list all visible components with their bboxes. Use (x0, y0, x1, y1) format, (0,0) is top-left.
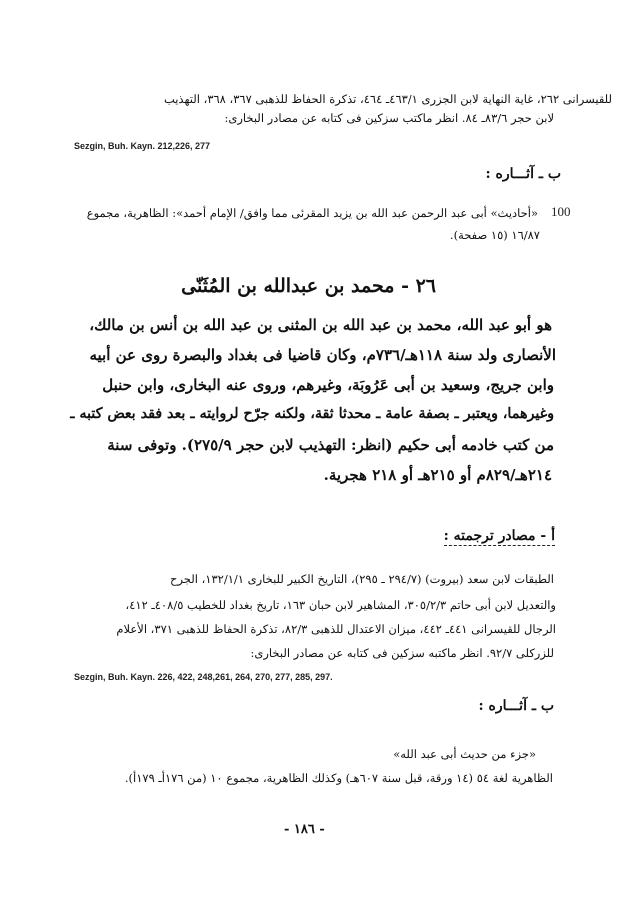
works-2-line-2: الظاهرية لغة ٥٤ (١٤ ورقة، قبل سنة ٦٠٧هـ) وكذلك الظاهرية، مجموع ١٠ (من ١٧٦أـ ١٧٩أ). (124, 771, 553, 785)
sezgin-reference-1: Sezgin, Buh. Kayn. 212,226, 277 (74, 141, 211, 151)
margin-number: 100 (551, 204, 571, 219)
bio-line-6: ٢١٤هـ/٨٢٩م أو ٢١٥هـ أو ٢١٨ هجرية. (323, 466, 552, 484)
bio-line-5: من كتب خادمه أبى حكيم (انظر: التهذيب لابن حجر ٢٧٥/٩). وتوفى سنة (107, 436, 554, 454)
bio-line-2: الأنصارى ولد سنة ١١٨هـ/٧٣٦م، وكان قاضيا فى بغداد والبصرة روى عن أبيه (89, 346, 556, 364)
sources-line-2: والتعديل لابن أبى حاتم ٣٠٥/٢/٣، المشاهير لابن حبان ١٦٣، تاريخ بغداد للخطيب ٤٠٨/٥ـ ٤١٢، (125, 598, 556, 612)
works-heading-2: ب ـ آثـــاره : (478, 698, 554, 714)
sezgin-reference-2: Sezgin, Buh. Kayn. 226, 422, 248,261, 264, 270, 277, 285, 297. (74, 672, 333, 682)
bio-line-3: وابن جريج، وسعيد بن أبى عَرُوبَة، وغيرهم، وروى عنه البخارى، وابن حنبل (102, 376, 554, 394)
top-line-1: للقيسرانى ٢٦٢، غاية النهاية لابن الجزرى ٤٦٣/١ـ ٤٦٤، تذكرة الحفاظ للذهبى ٣٦٧، ٣٦٨، التهذيب (163, 92, 612, 106)
sources-heading (444, 528, 555, 544)
sources-line-1: الطبقات لابن سعد (بيروت) (٢٩٤/٧ ـ ٢٩٥)، التاريخ الكبير للبخارى ١٣٢/١/١، الجرح (170, 572, 554, 586)
sources-heading-text: أ - مصادر ترجمته : (443, 528, 555, 544)
bio-line-4: وغيرهما، ويعتبر ـ بصفة عامة ـ محدثا ثقة، ولكنه جرّح لروايته ـ بعد فقد بعض كتبه ـ (70, 406, 554, 422)
works-1-line-1: «أحاديث» أبى عبد الرحمن عبد الله بن يزيد المقرئى مما وافق/ الإمام أحمد»: الظاهرية، مجموع (86, 206, 538, 220)
page-number: - ١٨٦ - (284, 822, 325, 837)
works-2-line-1: «جزء من حديث أبى عبد الله» (393, 747, 536, 761)
works-1-line-2: ١٦/٨٧ (١٥ صفحة). (449, 228, 540, 242)
bio-line-1: هو أبو عبد الله، محمد بن عبد الله بن المثنى بن عبد الله بن أنس بن مالك، (89, 316, 552, 334)
sources-line-3: الرجال للقيسرانى ٤٤١ـ ٤٤٢، ميزان الاعتدال للذهبى ٨٢/٣، تذكرة الحفاظ للذهبى ٣٧١، الأعلام (116, 622, 556, 636)
top-line-2: لابن حجر ٨٣/٦ـ ٨٤. انظر ماكتب سزكين فى كتابه عن مصادر البخارى: (224, 111, 554, 125)
entry-title: ٢٦ - محمد بن عبدالله بن المُثَنّى (181, 275, 436, 297)
works-heading-1: ب ـ آثـــاره : (485, 166, 561, 182)
sources-line-4: للزركلى ٩٢/٧. انظر ماكتبه سزكين فى كتابه عن مصادر البخارى: (250, 646, 554, 660)
